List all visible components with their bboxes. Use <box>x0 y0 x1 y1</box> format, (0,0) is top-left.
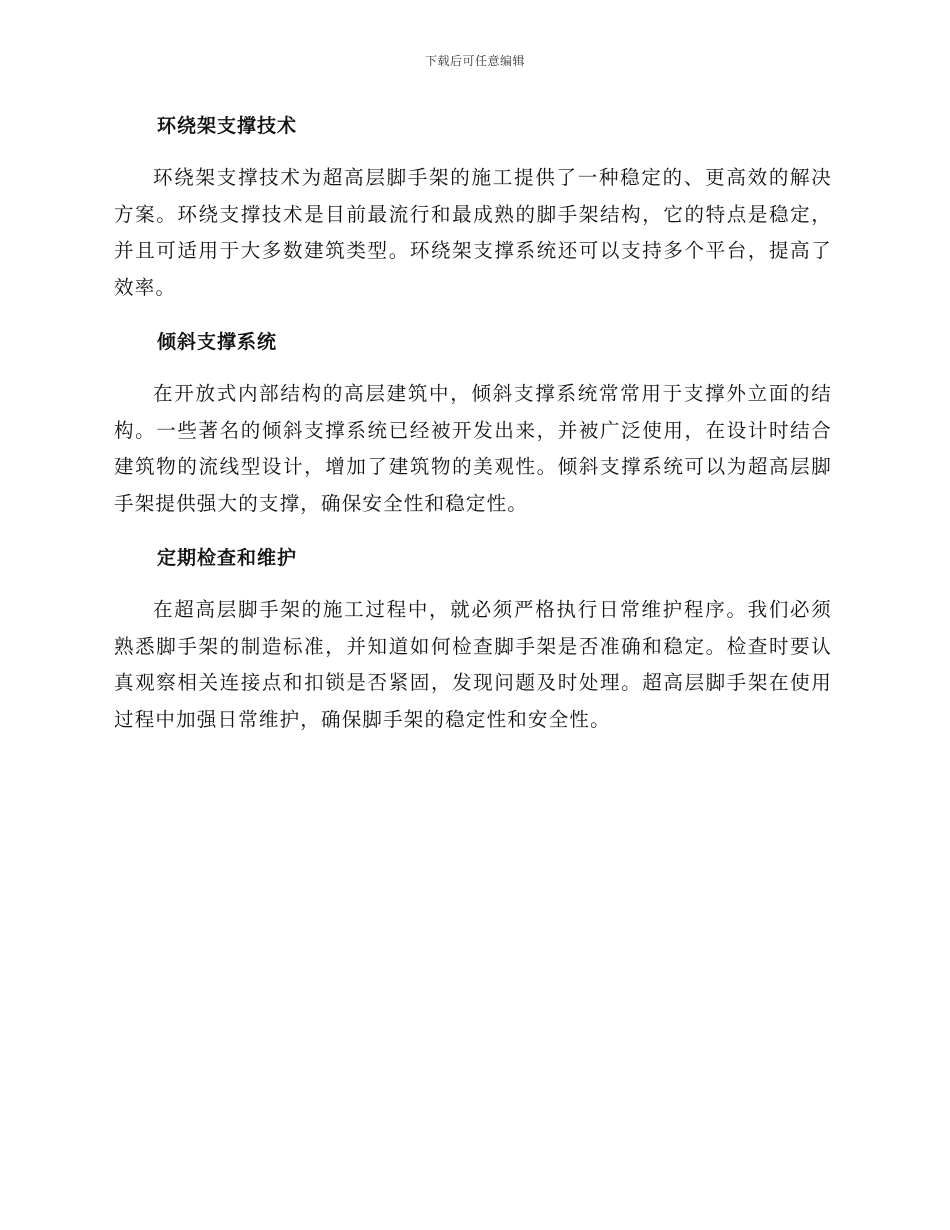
section-heading: 环绕架支撑技术 <box>157 115 298 137</box>
document-content <box>114 110 832 758</box>
section-inspection-maintenance <box>114 542 832 738</box>
section-surround-frame-support <box>114 110 832 306</box>
section-paragraph: 环绕架支撑技术为超高层脚手架的施工提供了一种稳定的、更高效的解决方案。环绕支撑技术是目前最流行和最成熟的脚手架结构，它的特点是稳定，并且可适用于大多数建筑类型。环绕架支撑系统还可以支持多个平台，提高了效率。 <box>114 166 832 299</box>
section-heading: 倾斜支撑系统 <box>157 331 278 353</box>
section-paragraph: 在开放式内部结构的高层建筑中，倾斜支撑系统常常用于支撑外立面的结构。一些著名的倾斜支撑系统已经被开发出来，并被广泛使用，在设计时结合建筑物的流线型设计，增加了建筑物的美观性。倾斜支撑系统可以为超高层脚手架提供强大的支撑，确保安全性和稳定性。 <box>114 382 832 515</box>
section-inclined-support-system <box>114 326 832 522</box>
section-heading: 定期检查和维护 <box>157 547 298 569</box>
page-header-note: 下载后可任意编辑 <box>424 54 525 68</box>
section-paragraph: 在超高层脚手架的施工过程中，就必须严格执行日常维护程序。我们必须熟悉脚手架的制造标准，并知道如何检查脚手架是否准确和稳定。检查时要认真观察相关连接点和扣锁是否紧固，发现问题及时处理。超高层脚手架在使用过程中加强日常维护，确保脚手架的稳定性和安全性。 <box>114 598 832 731</box>
